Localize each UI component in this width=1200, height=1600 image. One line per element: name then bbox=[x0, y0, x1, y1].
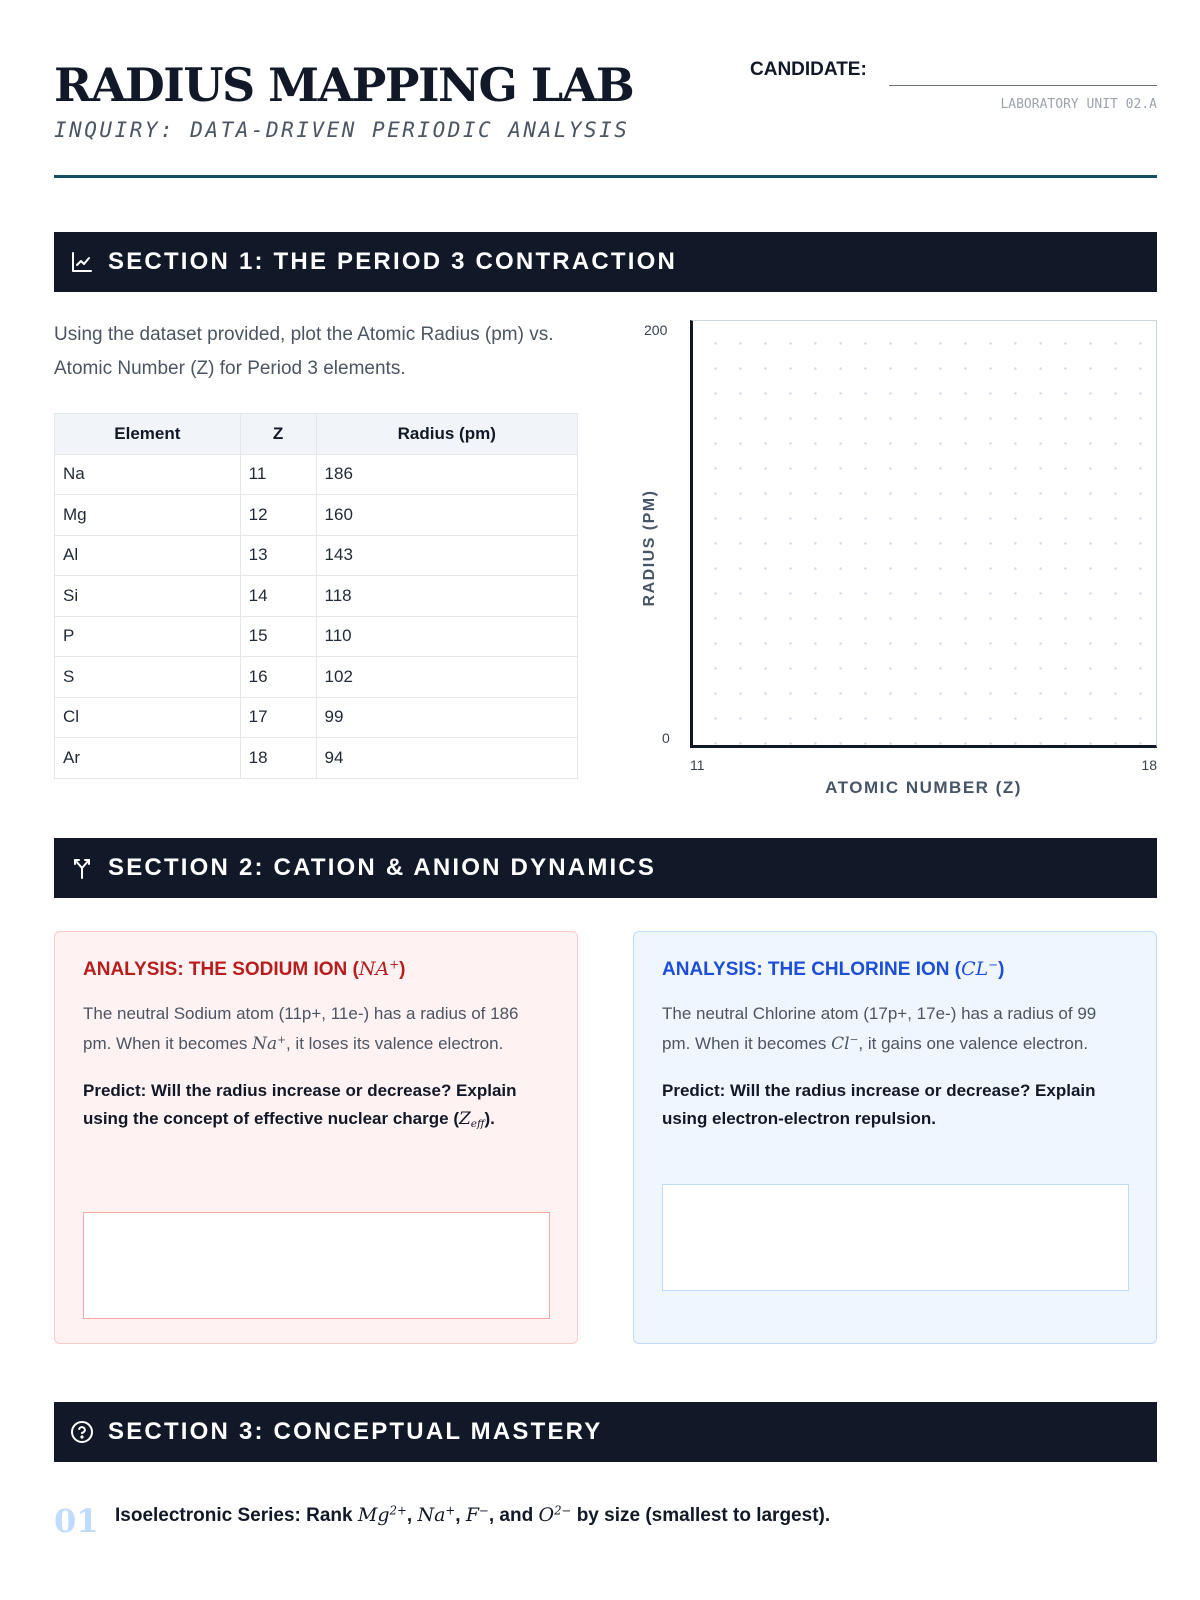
radius-cell: 143 bbox=[316, 535, 577, 576]
element-cell: Ar bbox=[55, 738, 241, 779]
radius-cell: 94 bbox=[316, 738, 577, 779]
desc-text: The neutral Sodium atom (11p+, 11e-) has a radius of 186 pm. When it becomes bbox=[83, 1004, 519, 1053]
table-row bbox=[55, 576, 578, 617]
element-cell: Cl bbox=[55, 697, 241, 738]
table-header-row bbox=[55, 414, 578, 455]
y-axis-title: RADIUS (PM) bbox=[641, 489, 658, 607]
zeff-symbol: Z bbox=[458, 1109, 471, 1129]
x-axis-title: ATOMIC NUMBER (Z) bbox=[825, 778, 1022, 797]
question-tail: by size (smallest to largest). bbox=[571, 1505, 831, 1526]
question-number: 01 bbox=[54, 1502, 99, 1540]
section-3-title: SECTION 3: CONCEPTUAL MASTERY bbox=[108, 1418, 603, 1445]
blank-graph bbox=[586, 312, 1157, 802]
sodium-card-heading bbox=[83, 958, 549, 981]
help-circle-icon bbox=[68, 1418, 96, 1446]
separator: , bbox=[455, 1505, 466, 1526]
sodium-prediction-prompt bbox=[83, 1077, 549, 1133]
separator: , and bbox=[488, 1505, 539, 1526]
section-1-title: SECTION 1: THE PERIOD 3 CONTRACTION bbox=[108, 248, 678, 275]
section-1-intro: Using the dataset provided, plot the Atomic Radius (pm) vs. Atomic Number (Z) for Period 3 elements. bbox=[54, 324, 554, 379]
y-axis-min-label: 0 bbox=[662, 730, 670, 746]
table-row bbox=[55, 697, 578, 738]
sodium-ion-card bbox=[54, 931, 578, 1344]
z-cell: 14 bbox=[240, 576, 316, 617]
chlorine-answer-box[interactable] bbox=[662, 1184, 1129, 1291]
z-cell: 15 bbox=[240, 616, 316, 657]
section-3-header bbox=[54, 1402, 1157, 1462]
chlorine-prediction-prompt: Predict: Will the radius increase or decrease? Explain using electron-electron repulsion. bbox=[662, 1081, 1096, 1128]
split-arrows-icon bbox=[68, 854, 96, 882]
z-cell: 18 bbox=[240, 738, 316, 779]
element-cell: Si bbox=[55, 576, 241, 617]
x-axis-min-label: 11 bbox=[690, 757, 705, 773]
ion-symbol: Na bbox=[252, 1034, 278, 1054]
element-cell: P bbox=[55, 616, 241, 657]
chlorine-ion-card bbox=[633, 931, 1157, 1344]
element-cell: S bbox=[55, 657, 241, 698]
ion-symbol: O bbox=[538, 1504, 555, 1526]
z-cell: 11 bbox=[240, 454, 316, 495]
question-1-text bbox=[115, 1504, 830, 1527]
ion-charge: + bbox=[277, 1034, 286, 1047]
sodium-answer-box[interactable] bbox=[83, 1212, 550, 1319]
question-lead: Isoelectronic Series: Rank bbox=[115, 1505, 358, 1526]
radius-cell: 118 bbox=[316, 576, 577, 617]
z-cell: 12 bbox=[240, 495, 316, 536]
page-title: RADIUS MAPPING LAB bbox=[54, 58, 634, 112]
heading-ion-charge: + bbox=[389, 957, 400, 972]
ion-charge: 2− bbox=[554, 1503, 572, 1518]
heading-close: ) bbox=[998, 959, 1005, 980]
ion-symbol: Cl bbox=[831, 1034, 850, 1054]
radius-cell: 110 bbox=[316, 616, 577, 657]
heading-text: ANALYSIS: THE CHLORINE ION ( bbox=[662, 959, 962, 980]
heading-close: ) bbox=[399, 959, 406, 980]
z-cell: 13 bbox=[240, 535, 316, 576]
ion-charge: 2+ bbox=[389, 1503, 407, 1518]
radius-cell: 186 bbox=[316, 454, 577, 495]
candidate-label: CANDIDATE: bbox=[750, 59, 867, 80]
heading-text: ANALYSIS: THE SODIUM ION ( bbox=[83, 959, 359, 980]
table-row bbox=[55, 495, 578, 536]
table-row bbox=[55, 657, 578, 698]
section-2-header bbox=[54, 838, 1157, 898]
table-row bbox=[55, 454, 578, 495]
ion-charge: + bbox=[445, 1503, 456, 1518]
desc-text: The neutral Chlorine atom (17p+, 17e-) has a radius of 99 pm. When it becomes bbox=[662, 1004, 1097, 1053]
table-row bbox=[55, 738, 578, 779]
heading-ion-symbol: CL bbox=[961, 958, 989, 980]
plot-area-dot-grid[interactable] bbox=[690, 320, 1157, 748]
element-cell: Mg bbox=[55, 495, 241, 536]
unit-code: LABORATORY UNIT 02.A bbox=[1000, 97, 1157, 112]
radius-cell: 160 bbox=[316, 495, 577, 536]
desc-text: , it loses its valence electron. bbox=[285, 1034, 504, 1053]
z-cell: 17 bbox=[240, 697, 316, 738]
prompt-text: Predict: Will the radius increase or decrease? Explain using the concept of effective nuclear charge ( bbox=[83, 1081, 517, 1128]
separator: , bbox=[406, 1505, 418, 1526]
section-1-header bbox=[54, 232, 1157, 292]
column-header-radius: Radius (pm) bbox=[316, 414, 577, 455]
heading-ion-symbol: NA bbox=[358, 958, 390, 980]
line-chart-icon bbox=[68, 248, 96, 276]
ion-symbol: F bbox=[465, 1504, 479, 1526]
radius-data-table bbox=[54, 413, 578, 779]
y-axis-max-label: 200 bbox=[644, 322, 668, 338]
chlorine-description bbox=[662, 999, 1128, 1059]
heading-ion-charge: − bbox=[988, 957, 999, 972]
radius-cell: 102 bbox=[316, 657, 577, 698]
ion-symbol: Na bbox=[417, 1504, 446, 1526]
prompt-text: ). bbox=[484, 1109, 495, 1128]
element-cell: Na bbox=[55, 454, 241, 495]
candidate-name-field[interactable] bbox=[889, 85, 1157, 86]
ion-charge: − bbox=[479, 1503, 489, 1518]
element-cell: Al bbox=[55, 535, 241, 576]
ion-charge: − bbox=[849, 1034, 859, 1047]
header-divider bbox=[54, 175, 1157, 178]
z-cell: 16 bbox=[240, 657, 316, 698]
column-header-element: Element bbox=[55, 414, 241, 455]
page-subtitle: INQUIRY: DATA-DRIVEN PERIODIC ANALYSIS bbox=[54, 118, 630, 142]
table-row bbox=[55, 616, 578, 657]
section-2-title: SECTION 2: CATION & ANION DYNAMICS bbox=[108, 854, 657, 881]
radius-cell: 99 bbox=[316, 697, 577, 738]
table-row bbox=[55, 535, 578, 576]
chlorine-card-heading bbox=[662, 958, 1128, 981]
column-header-z: Z bbox=[240, 414, 316, 455]
ion-symbol: Mg bbox=[357, 1504, 390, 1526]
desc-text: , it gains one valence electron. bbox=[858, 1034, 1089, 1053]
sodium-description bbox=[83, 999, 549, 1059]
x-axis-max-label: 18 bbox=[1141, 757, 1157, 773]
zeff-subscript: eff bbox=[470, 1118, 485, 1131]
